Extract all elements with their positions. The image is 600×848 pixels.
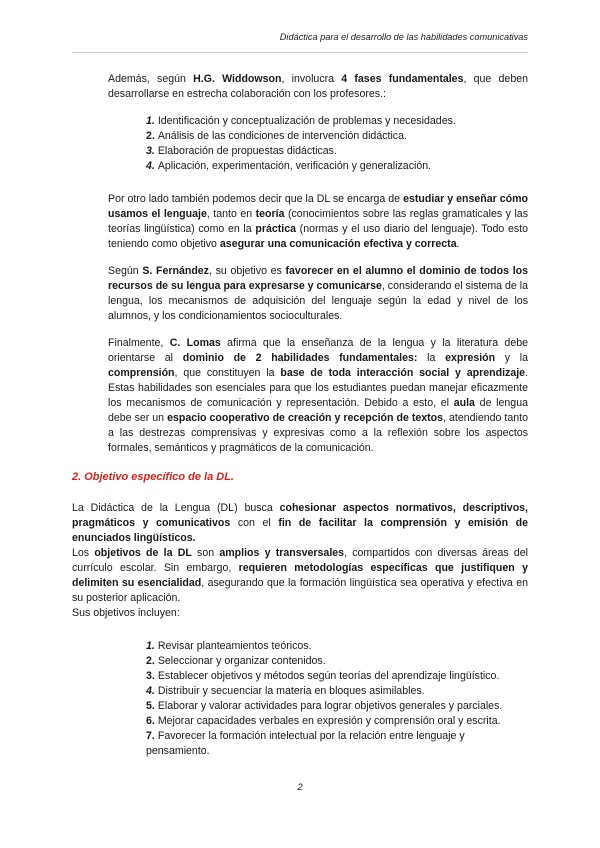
text-run: la bbox=[417, 352, 446, 364]
bold-run: estudiar y enseñar cómo usamos el lenguaje bbox=[108, 193, 528, 220]
text-run: La Didáctica de la Lengua (DL) busca bbox=[72, 502, 280, 514]
bold-run: asegurar una comunicación efectiva y correcta bbox=[219, 238, 457, 250]
text-run: de lengua debe ser un bbox=[108, 397, 528, 424]
list-item bbox=[146, 699, 528, 714]
item-number: 2. bbox=[146, 655, 155, 667]
text-run: y la bbox=[495, 352, 529, 364]
running-header: Didáctica para el desarrollo de las habilidades comunicativas bbox=[279, 32, 528, 42]
text-run: Finalmente, bbox=[108, 337, 170, 349]
text-run: son bbox=[191, 547, 220, 559]
bold-run: objetivos de la DL bbox=[94, 547, 192, 559]
text-run: Además, según bbox=[108, 73, 194, 85]
fernandez-paragraph bbox=[108, 264, 528, 324]
text-run: afirma que la enseñanza de la lengua y la literatura debe orientarse al bbox=[108, 337, 528, 364]
list-item bbox=[146, 669, 528, 684]
list-item bbox=[146, 144, 528, 159]
bold-run: 4 fases fundamentales bbox=[341, 73, 464, 85]
list-item bbox=[146, 654, 528, 669]
author-widdowson: H.G. Widdowson bbox=[193, 73, 282, 85]
item-number: 1. bbox=[146, 640, 155, 652]
list-item bbox=[146, 159, 528, 174]
item-number: 1. bbox=[146, 115, 155, 127]
text-run: , considerando el sistema de la lengua, los mecanismos de adquisición del lenguaje según la edad y nivel de los alumnos, y los condicionamientos socioculturales. bbox=[108, 280, 528, 322]
text-run: Los bbox=[72, 547, 95, 559]
busca-paragraph bbox=[72, 501, 528, 546]
bold-run: práctica bbox=[255, 223, 296, 235]
item-text: Análisis de las condiciones de intervención didáctica. bbox=[157, 130, 407, 142]
item-text: Elaboración de propuestas didácticas. bbox=[157, 145, 337, 157]
list-item bbox=[146, 639, 528, 654]
author-fernandez: S. Fernández bbox=[142, 265, 209, 277]
text-run: , involucra bbox=[281, 73, 342, 85]
bold-run: amplios y transversales bbox=[219, 547, 345, 559]
objectives-list bbox=[72, 639, 528, 759]
text-run: , su objetivo es bbox=[208, 265, 286, 277]
item-text: Establecer objetivos y métodos según teorías del aprendizaje lingüístico. bbox=[157, 670, 500, 682]
list-item bbox=[146, 129, 528, 144]
text-run: , que deben desarrollarse en estrecha colaboración con los profesores.: bbox=[108, 73, 528, 100]
widdowson-paragraph bbox=[108, 72, 528, 102]
item-number: 5. bbox=[146, 700, 155, 712]
text-run: Por otro lado también podemos decir que la DL se encarga de bbox=[108, 193, 404, 205]
item-number: 4. bbox=[146, 160, 155, 172]
dl-purpose-paragraph bbox=[108, 192, 528, 252]
bold-run: cohesionar aspectos normativos, descriptivos, pragmáticos y comunicativos bbox=[72, 502, 528, 529]
text-run: Según bbox=[108, 265, 143, 277]
item-text: Seleccionar y organizar contenidos. bbox=[157, 655, 326, 667]
bold-run: fin de facilitar la comprensión y emisión de enunciados lingüísticos. bbox=[72, 517, 529, 544]
author-lomas: C. Lomas bbox=[169, 337, 221, 349]
section-heading: 2. Objetivo específico de la DL. bbox=[72, 471, 234, 483]
lomas-paragraph bbox=[108, 336, 528, 456]
text-run: (conocimientos sobre las reglas gramaticales y las teorías lingüística) como en la bbox=[108, 208, 528, 235]
list-item bbox=[146, 714, 528, 729]
bold-run: comprensión bbox=[108, 367, 175, 379]
bold-run: requieren metodologías específicas que justifiquen y delimiten su esencialidad bbox=[72, 562, 528, 589]
item-text: Identificación y conceptualización de problemas y necesidades. bbox=[157, 115, 456, 127]
item-text: Revisar planteamientos teóricos. bbox=[157, 640, 312, 652]
item-text: Mejorar capacidades verbales en expresión y comprensión oral y escrita. bbox=[157, 715, 501, 727]
objetivos-paragraph bbox=[72, 546, 528, 606]
bold-run: espacio cooperativo de creación y recepción de textos bbox=[167, 412, 444, 424]
item-number: 3. bbox=[146, 145, 155, 157]
text-run: , tanto en bbox=[206, 208, 256, 220]
item-number: 4. bbox=[146, 685, 155, 697]
list-item bbox=[146, 684, 528, 699]
item-number: 2. bbox=[146, 130, 155, 142]
bold-run: aula bbox=[453, 397, 475, 409]
bold-run: base de toda interacción social y aprendizaje bbox=[280, 367, 526, 379]
text-run: , que constituyen la bbox=[174, 367, 281, 379]
item-text: Distribuir y secuenciar la materia en bloques asimilables. bbox=[157, 685, 425, 697]
item-text: Elaborar y valorar actividades para lograr objetivos generales y parciales. bbox=[157, 700, 503, 712]
item-text: Favorecer la formación intelectual por la relación entre lenguaje y pensamiento. bbox=[146, 730, 465, 757]
header-divider bbox=[72, 52, 528, 53]
phases-list bbox=[72, 114, 528, 174]
item-text: Aplicación, experimentación, verificación y generalización. bbox=[157, 160, 432, 172]
item-number: 7. bbox=[146, 730, 155, 742]
text-run: (normas y el uso diario del lenguaje). Todo esto teniendo como objetivo bbox=[108, 223, 528, 250]
text-run: , compartidos con diversas áreas del currículo escolar. Sin embargo, bbox=[72, 547, 529, 574]
bold-run: expresión bbox=[445, 352, 496, 364]
text-run: , asegurando que la formación lingüística sea operativa y efectiva en su posterior aplicación. bbox=[72, 577, 528, 604]
item-number: 3. bbox=[146, 670, 155, 682]
page-content bbox=[72, 72, 528, 775]
incluyen-line: Sus objetivos incluyen: bbox=[72, 607, 180, 619]
text-run: . Estas habilidades son esenciales para que los estudiantes puedan manejar eficazmente los mecanismos de comunicación y representación. Debido a esto, el bbox=[108, 367, 528, 409]
bold-run: teoría bbox=[255, 208, 285, 220]
list-item bbox=[146, 729, 528, 759]
bold-run: dominio de 2 habilidades fundamentales: bbox=[182, 352, 418, 364]
item-number: 6. bbox=[146, 715, 155, 727]
bold-run: favorecer en el alumno el dominio de todos los recursos de su lengua para expresarse y comunicarse bbox=[108, 265, 528, 292]
page-number: 2 bbox=[297, 782, 303, 793]
text-run: con el bbox=[230, 517, 279, 529]
text-run: . bbox=[456, 238, 460, 250]
text-run: , atendiendo tanto a las destrezas comprensivas y expresivas como a la reflexión sobre los aspectos formales, semánticos y pragmáticos de la comunicación. bbox=[108, 412, 528, 454]
list-item bbox=[146, 114, 528, 129]
